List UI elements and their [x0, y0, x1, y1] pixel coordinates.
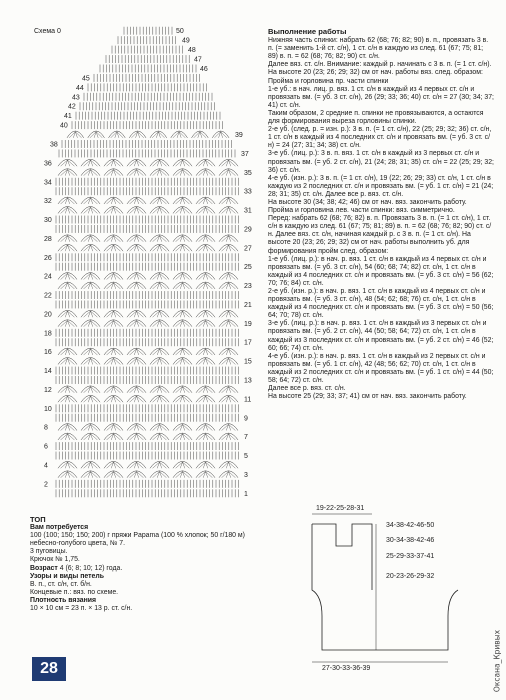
- pattern-front-outline: [312, 524, 372, 590]
- chart-row-number: 15: [244, 358, 252, 366]
- chart-row-number: 4: [44, 462, 48, 470]
- chart-row-number: 36: [44, 160, 52, 168]
- chart-row-number: 5: [244, 453, 248, 461]
- chart-row: [58, 235, 238, 242]
- instruction-paragraph: 4-е уб. (изн. р.): в нач. р. вяз. 1 ст. с/н в каждый из 2 первых ст. с/н и провязать вм. (= уб. 1 ст. с/н), 42 (48; 56; 62; 70) ст. с/н, 1 ст. с/н в каждый из 2 последних ст. с/н и провязать вм. (= уб. 1 ст. с/н) = 44 (50; 58; 64; 72) ст. с/н.: [268, 352, 494, 385]
- chart-row-number: 45: [82, 75, 90, 83]
- chart-row: [58, 244, 238, 251]
- chart-row: [56, 225, 238, 233]
- instruction-paragraph: 1-е уб.: в нач. лиц. р. вяз. 1 ст. с/н в каждый из 4 первых ст. с/н и провязать вм. (= уб. 3 ст. с/н), 26 (29; 33; 36; 40) ст. с/н = 27 (30; 34; 37; 41) ст. с/н.: [268, 85, 494, 109]
- chart-row: [56, 480, 238, 488]
- chart-row: [56, 253, 238, 261]
- instruction-paragraph: Далее все р. вяз. ст. с/н.: [268, 385, 346, 393]
- dim-height-2: 30-34-38-42-46: [386, 537, 435, 544]
- chart-row-number: 6: [44, 443, 48, 451]
- chart-row-number: 24: [44, 273, 52, 281]
- chart-row-number: 34: [44, 179, 52, 187]
- yarn-text: 100 (100; 150; 150; 200) г пряжи Papama (100 % хлопок; 50 г/180 м) небесно-голубого цвета, № 7.: [30, 532, 245, 548]
- materials-block: [30, 516, 270, 613]
- chart-row-number: 19: [244, 320, 252, 328]
- chart-row: [88, 83, 206, 91]
- chart-row-number: 26: [44, 254, 52, 262]
- garment-pattern-diagram: [276, 500, 492, 670]
- chart-row: [56, 452, 238, 460]
- chart-row-number: 32: [44, 198, 52, 206]
- chart-row: [58, 320, 238, 327]
- chart-row: [56, 263, 238, 271]
- chart-row: [58, 358, 238, 365]
- chart-row: [58, 273, 238, 280]
- chart-row: [67, 131, 229, 138]
- dim-height-1: 34-38-42-46-50: [386, 522, 435, 529]
- instruction-paragraph: На высоте 30 (34; 38; 42; 46) см от нач. вяз. закончить работу.: [268, 198, 467, 206]
- chart-row-number: 12: [44, 386, 52, 394]
- chart-row-number: 50: [176, 28, 184, 36]
- chart-row-number: 49: [182, 37, 190, 45]
- chart-row-number: 18: [44, 330, 52, 338]
- chart-row-number: 7: [244, 434, 248, 442]
- instruction-paragraph: 3-е уб. (лиц. р.): в нач. р. вяз. 1 ст. с/н в каждый из 3 первых ст. с/н и провязать вм. (= уб. 2 ст. с/н), 44 (50; 58; 64; 72) ст. с/н, 1 ст. с/н в каждый из 3 последних ст. с/н и провязать вм. (= уб. 2 ст. с/н) = 46 (52; 60; 66; 74) ст. с/н.: [268, 320, 494, 352]
- chart-row-number: 1: [244, 490, 248, 498]
- signature-text: Оксана_Кривых: [492, 629, 502, 693]
- dim-height-4: 20-23-26-29-32: [386, 573, 435, 580]
- chart-row: [56, 178, 238, 186]
- chart-row-number: 40: [60, 122, 68, 130]
- instruction-paragraph: Нижняя часть спинки: набрать 62 (68; 76; 82; 90) в. п., провязать 3 в. п. (= заменить 1-й ст. с/н), 1 ст. с/н в каждую из след. 61 (67; 75; 81; 89) в. п. = 62 (68; 76; 82; 90) ст. с/н.: [268, 37, 489, 61]
- dim-bottom-width: 27-30-33-36-39: [322, 665, 371, 670]
- instruction-paragraph: 4-е уб. (изн. р.): 3 в. п. (= 1 ст. с/н), 19 (22; 26; 29; 33) ст. с/н, 1 ст. с/н в каждую из 2 последних ст. с/н и провязать вм. (= уб. 1 ст. с/н) = 21 (24; 28; 31; 35) ст. с/н. Далее все р. вяз. ст. с/н.: [268, 174, 494, 198]
- chart-row-number: 29: [244, 226, 252, 234]
- instruction-paragraph: 2-е уб. (изн. р.): в нач. р. вяз. 1 ст. с/н в каждый из 4 первых ст. с/н и провязать вм. (= уб. 3 ст. с/н), 48 (54; 62; 68; 76) ст. с/н, 1 ст. с/н в каждый из 4 последних ст. с/н и провязать вм. (= уб. 3 ст. с/н) = 50 (56; 64; 70; 78) ст. с/н.: [268, 288, 494, 320]
- dim-top-width: 19-22-25-28-31: [316, 505, 365, 512]
- age-label: Возраст: [30, 564, 58, 572]
- chart-row-number: 42: [68, 103, 76, 111]
- chart-row-number: 27: [244, 245, 252, 253]
- chart-row-number: 41: [64, 113, 72, 121]
- chart-row-number: 31: [244, 207, 252, 215]
- chart-row: [62, 140, 232, 148]
- chart-row: [56, 338, 238, 346]
- age-value: 4 (6; 8; 10; 12) года.: [59, 564, 123, 572]
- chart-row: [106, 55, 189, 63]
- chart-row: [58, 310, 238, 317]
- chart-row: [56, 367, 238, 375]
- chart-row: [56, 291, 238, 299]
- chart-row: [56, 376, 238, 384]
- chart-row-number: 17: [244, 339, 252, 347]
- chart-row: [59, 149, 235, 157]
- chart-row-number: 3: [244, 471, 248, 479]
- chart-row-number: 33: [244, 188, 252, 196]
- chart-row: [56, 442, 238, 450]
- chart-row-number: 37: [241, 150, 249, 158]
- instruction-paragraph: На высоте 25 (29; 33; 37; 41) см от нач. вяз. закончить работу.: [268, 393, 467, 401]
- density-text: 10 × 10 см = 23 п. × 13 р. ст. с/н.: [30, 605, 133, 613]
- instruction-paragraph: Пройма и горловина лев. части спинки: вяз. симметрично.: [268, 207, 455, 215]
- chart-row: [58, 461, 238, 468]
- chart-row-number: 10: [44, 405, 52, 413]
- chart-row: [76, 112, 220, 120]
- chart-row: [94, 74, 200, 82]
- signature: [490, 624, 504, 698]
- chart-row: [58, 471, 238, 478]
- chart-row-number: 2: [44, 481, 48, 489]
- chart-row: [58, 348, 238, 355]
- chart-row-number: 35: [244, 169, 252, 177]
- chart-row: [112, 46, 182, 54]
- chart-row: [56, 404, 238, 412]
- instruction-paragraph: 3-е уб. (лиц. р.): 3 в. п. вяз. 1 ст. с/н в каждый из 3 первых ст. с/н и провязать вм. (= уб. 2 ст. с/н), 21 (24; 28; 31; 35) ст. с/н = 22 (25; 29; 32; 36) ст. с/н.: [268, 150, 494, 174]
- patterns-heading: Узоры и виды петель: [30, 572, 104, 580]
- chart-row-number: 23: [244, 283, 252, 291]
- chart-row: [58, 169, 238, 176]
- chart-row: [58, 207, 238, 214]
- needed-heading: Вам потребуется: [30, 524, 89, 532]
- instruction-paragraph: Таким образом, 2 средние п. спинки не провязываются, а остаются для формирования выреза горловины спинки.: [268, 109, 484, 126]
- product-title: ТОП: [30, 515, 46, 524]
- chart-row: [124, 27, 172, 35]
- pattern-outline: [312, 524, 458, 650]
- chart-row: [58, 424, 238, 431]
- chart-row-number: 22: [44, 292, 52, 300]
- dim-height-3: 25-29-33-37-41: [386, 553, 435, 560]
- chart-row-number: 14: [44, 368, 52, 376]
- chart-row: [56, 301, 238, 309]
- chart-row-number: 43: [72, 94, 80, 102]
- chart-row: [58, 159, 238, 166]
- patterns-line-2: Концевые п.: вяз. по схеме.: [30, 588, 119, 596]
- crochet-chart: [30, 20, 266, 506]
- chart-row-number: 46: [200, 65, 208, 73]
- chart-row-number: 11: [244, 396, 252, 404]
- chart-row: [56, 329, 238, 337]
- chart-row: [58, 386, 238, 393]
- page-number: 28: [32, 657, 66, 681]
- chart-row-number: 9: [244, 415, 248, 423]
- chart-row: [56, 489, 238, 497]
- chart-row-number: 38: [50, 141, 58, 149]
- chart-row: [58, 433, 238, 440]
- instructions-body: [268, 37, 494, 401]
- chart-row-number: 47: [194, 56, 202, 64]
- instructions-title: Выполнение работы: [268, 27, 347, 36]
- chart-row: [56, 414, 238, 422]
- chart-row: [72, 121, 222, 129]
- chart-row-number: 25: [244, 264, 252, 272]
- instruction-paragraph: Пройма и горловина пр. части спинки: [268, 77, 389, 85]
- chart-row: [84, 93, 212, 101]
- scheme-label: Схема 0: [34, 28, 61, 35]
- chart-row: [118, 36, 176, 44]
- chart-row-number: 30: [44, 217, 52, 225]
- density-heading: Плотность вязания: [30, 596, 97, 604]
- chart-row-number: 28: [44, 235, 52, 243]
- chart-row-number: 48: [188, 47, 196, 55]
- instructions-column: [268, 28, 494, 401]
- chart-row: [56, 187, 238, 195]
- buttons-text: 3 пуговицы.: [30, 548, 68, 556]
- instruction-paragraph: 2-е уб. (след. р. = изн. р.): 3 в. п. (= 1 ст. с/н), 22 (25; 29; 32; 36) ст. с/н, 1 ст. с/н в каждый из 4 последних ст. с/н и провязать вм. (= уб. 3 ст. с/н) = 24 (27; 31; 34; 38) ст. с/н.: [268, 126, 492, 150]
- patterns-line-1: В. п., ст. с/н, ст. б/н.: [30, 580, 92, 588]
- chart-row-number: 21: [244, 301, 252, 309]
- chart-row: [58, 395, 238, 402]
- instruction-paragraph: Перед: набрать 62 (68; 76; 82) в. п. Провязать 3 в. п. (= 1 ст. с/н), 1 ст. с/н в каждую из след. 61 (67; 75; 81; 89) в. п. = 62 (68; 76; 82; 90) ст. с/н. Далее вяз. ст. с/н, начиная каждый р. с 3 в. п. (= 1 ст. с/н). На высоте 20 (23; 26; 29; 32) см от нач. работы выполнить уб. для формирования пройм след. образом:: [268, 215, 492, 255]
- chart-row: [58, 197, 238, 204]
- chart-row-number: 20: [44, 311, 52, 319]
- chart-rows: [56, 27, 238, 497]
- chart-row: [100, 65, 196, 73]
- instruction-paragraph: Далее вяз. ст. с/н. Внимание: каждый р. начинать с 3 в. п. (= 1 ст. с/н). На высоте 20 (23; 26; 29; 32) см от нач. работы вяз. след. образом:: [268, 61, 492, 77]
- chart-row-number: 39: [235, 132, 243, 140]
- chart-row-number: 13: [244, 377, 252, 385]
- chart-row-number: 8: [44, 424, 48, 432]
- hook-text: Крючок № 1,75.: [30, 556, 80, 564]
- chart-row-number: 44: [76, 84, 84, 92]
- instruction-paragraph: 1-е уб. (лиц. р.): в нач. р. вяз. 1 ст. с/н в каждый из 4 первых ст. с/н и провязать вм. (= уб. 3 ст. с/н), 54 (60; 68; 74; 82) ст. с/н, 1 ст. с/н в каждый из 4 последних ст. с/н и провязать вм. (= уб. 3 ст. с/н) = 56 (62; 70; 76; 84) ст. с/н.: [268, 255, 494, 287]
- chart-row: [80, 102, 214, 110]
- chart-row: [56, 216, 238, 224]
- chart-row: [58, 282, 238, 289]
- chart-row-number: 16: [44, 349, 52, 357]
